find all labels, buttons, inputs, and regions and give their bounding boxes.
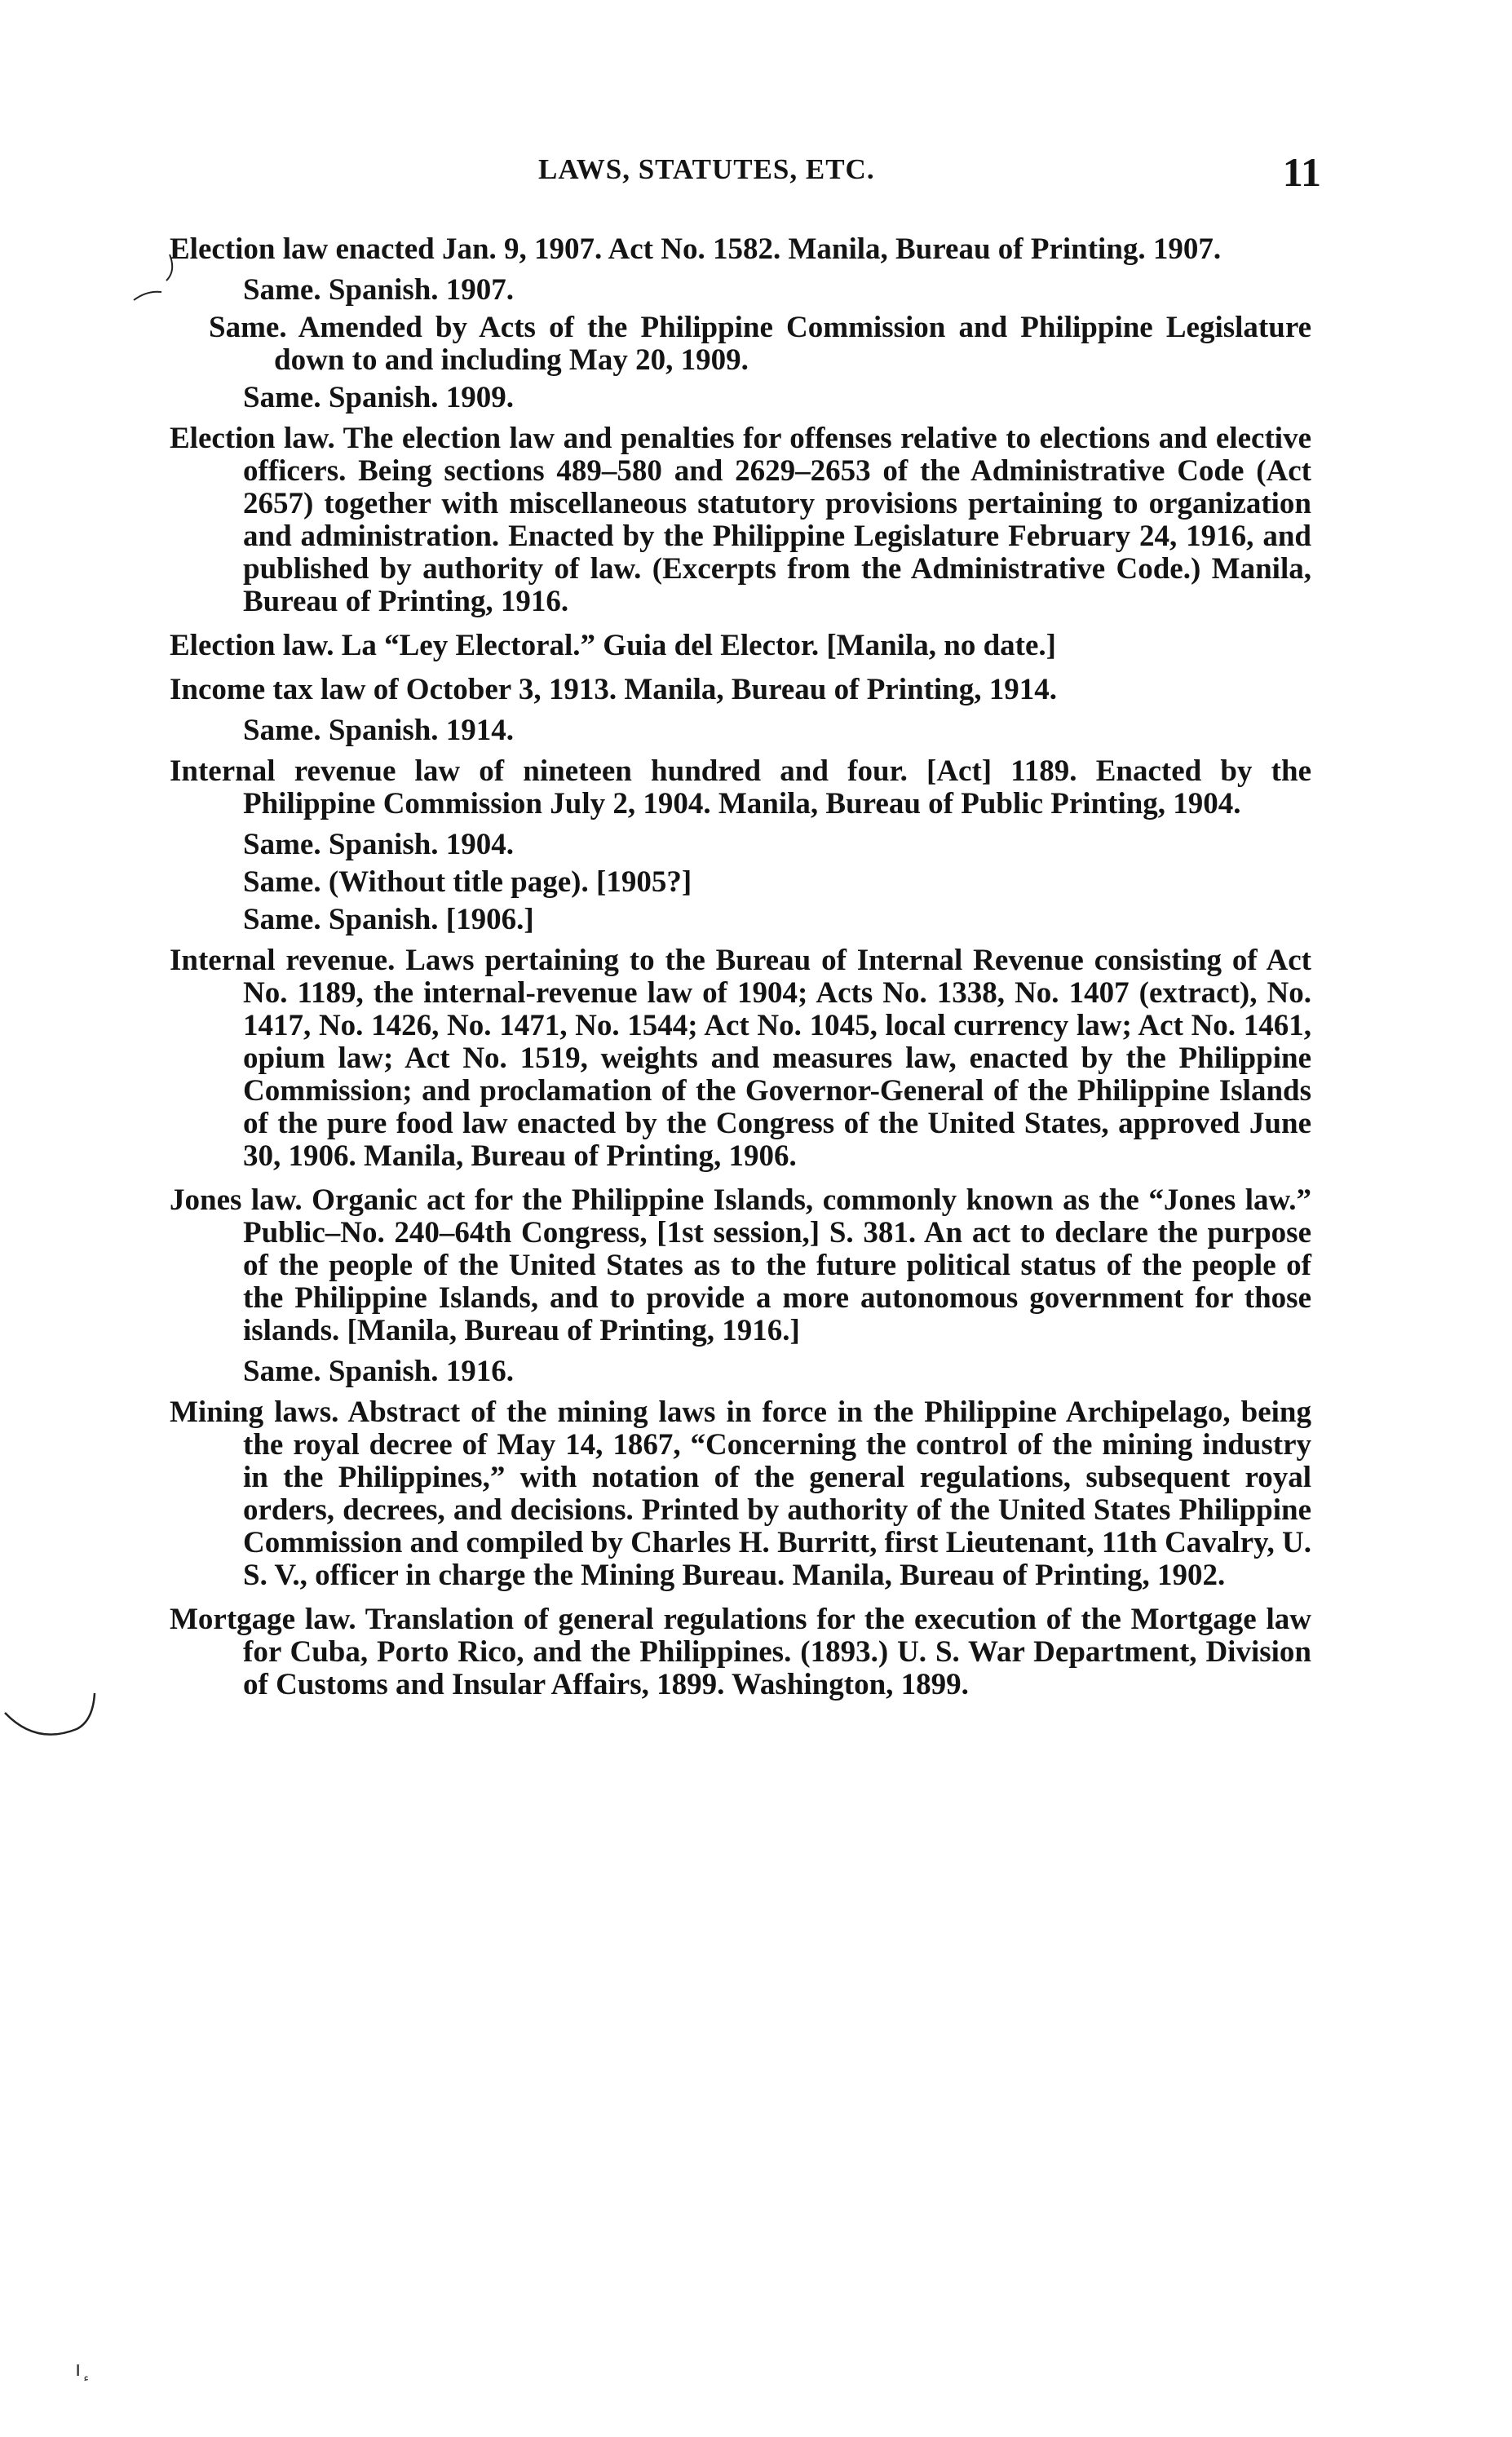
list-item: Same. (Without title page). [1905?] [243, 865, 692, 899]
list-item: Internal revenue. Laws pertaining to the Bureau of Internal Revenue consisting of Act No. 1189, the internal-revenue law of 1904; Acts No. 1338, No. 1407 (extract), No. 1417, No. 1426, No. 1471, No. 1544; Act No. 1045, local currency law; Act No. 1461, opium law; Act No. 1519, weights and measures law, enacted by the Philippine Commission; and proclamation of the Governor-General of the Philippine Islands of the pure food law enacted by the Congress of the United States, approved June 30, 1906. Manila, Bureau of Printing, 1906. [170, 944, 1311, 1173]
list-item: Income tax law of October 3, 1913. Manila, Bureau of Printing, 1914. [170, 673, 1058, 706]
bibliography-entries [170, 233, 1311, 1713]
list-item: Same. Spanish. 1904. [243, 828, 515, 861]
list-item: Mining laws. Abstract of the mining laws in force in the Philippine Archipelago, being the royal decree of May 14, 1867, “Concerning the control of the mining industry in the Philippines,” with notation of the general regulations, subsequent royal orders, decrees, and decisions. Printed by authority of the United States Philippine Commission and compiled by Charles H. Burritt, first Lieutenant, 11th Cavalry, U. S. V., officer in charge the Mining Bureau. Manila, Bureau of Printing, 1902. [170, 1395, 1311, 1592]
list-item: Same. Spanish. [1906.] [243, 903, 534, 936]
list-item: Internal revenue law of nineteen hundred and four. [Act] 1189. Enacted by the Philippine Commission July 2, 1904. Manila, Bureau of Public Printing, 1904. [170, 754, 1311, 820]
stray-mark-icon: ıٕ [75, 2357, 82, 2381]
list-item: Election law. The election law and penalties for offenses relative to elections and elective officers. Being sections 489–580 and 2629–2653 of the Administrative Code (Act 2657) together with miscellaneous statutory provisions pertaining to organization and administration. Enacted by the Philippine Legislature February 24, 1916, and published by authority of law. (Excerpts from the Administrative Code.) Manila, Bureau of Printing, 1916. [170, 422, 1311, 618]
list-item: Same. Spanish. 1914. [243, 714, 515, 747]
list-item: Same. Spanish. 1909. [243, 381, 515, 414]
page-header [163, 149, 1321, 202]
list-item: Same. Spanish. 1907. [243, 273, 515, 307]
running-head: LAWS, STATUTES, ETC. [538, 153, 875, 185]
pencil-mark-icon [3, 1688, 109, 1762]
list-item: Same. Amended by Acts of the Philippine Commission and Philippine Legislature down to and including May 20, 1909. [209, 311, 1311, 377]
list-item: Election law enacted Jan. 9, 1907. Act No. 1582. Manila, Bureau of Printing. 1907. [170, 232, 1222, 266]
list-item: Election law. La “Ley Electoral.” Guia del Elector. [Manila, no date.] [170, 629, 1056, 662]
list-item: Same. Spanish. 1916. [243, 1355, 515, 1388]
page-number: 11 [1282, 149, 1321, 195]
list-item: Mortgage law. Translation of general regulations for the execution of the Mortgage law for Cuba, Porto Rico, and the Philippines. (1893.) U. S. War Department, Division of Customs and Insular Affairs, 1899. Washington, 1899. [170, 1603, 1311, 1701]
list-item: Jones law. Organic act for the Philippine Islands, commonly known as the “Jones law.” Public–No. 240–64th Congress, [1st session,] S. 381. An act to declare the purpose of the people of the United States as to the future political status of the people of the Philippine Islands, and to provide a more autonomous government for those islands. [Manila, Bureau of Printing, 1916.] [170, 1183, 1311, 1347]
